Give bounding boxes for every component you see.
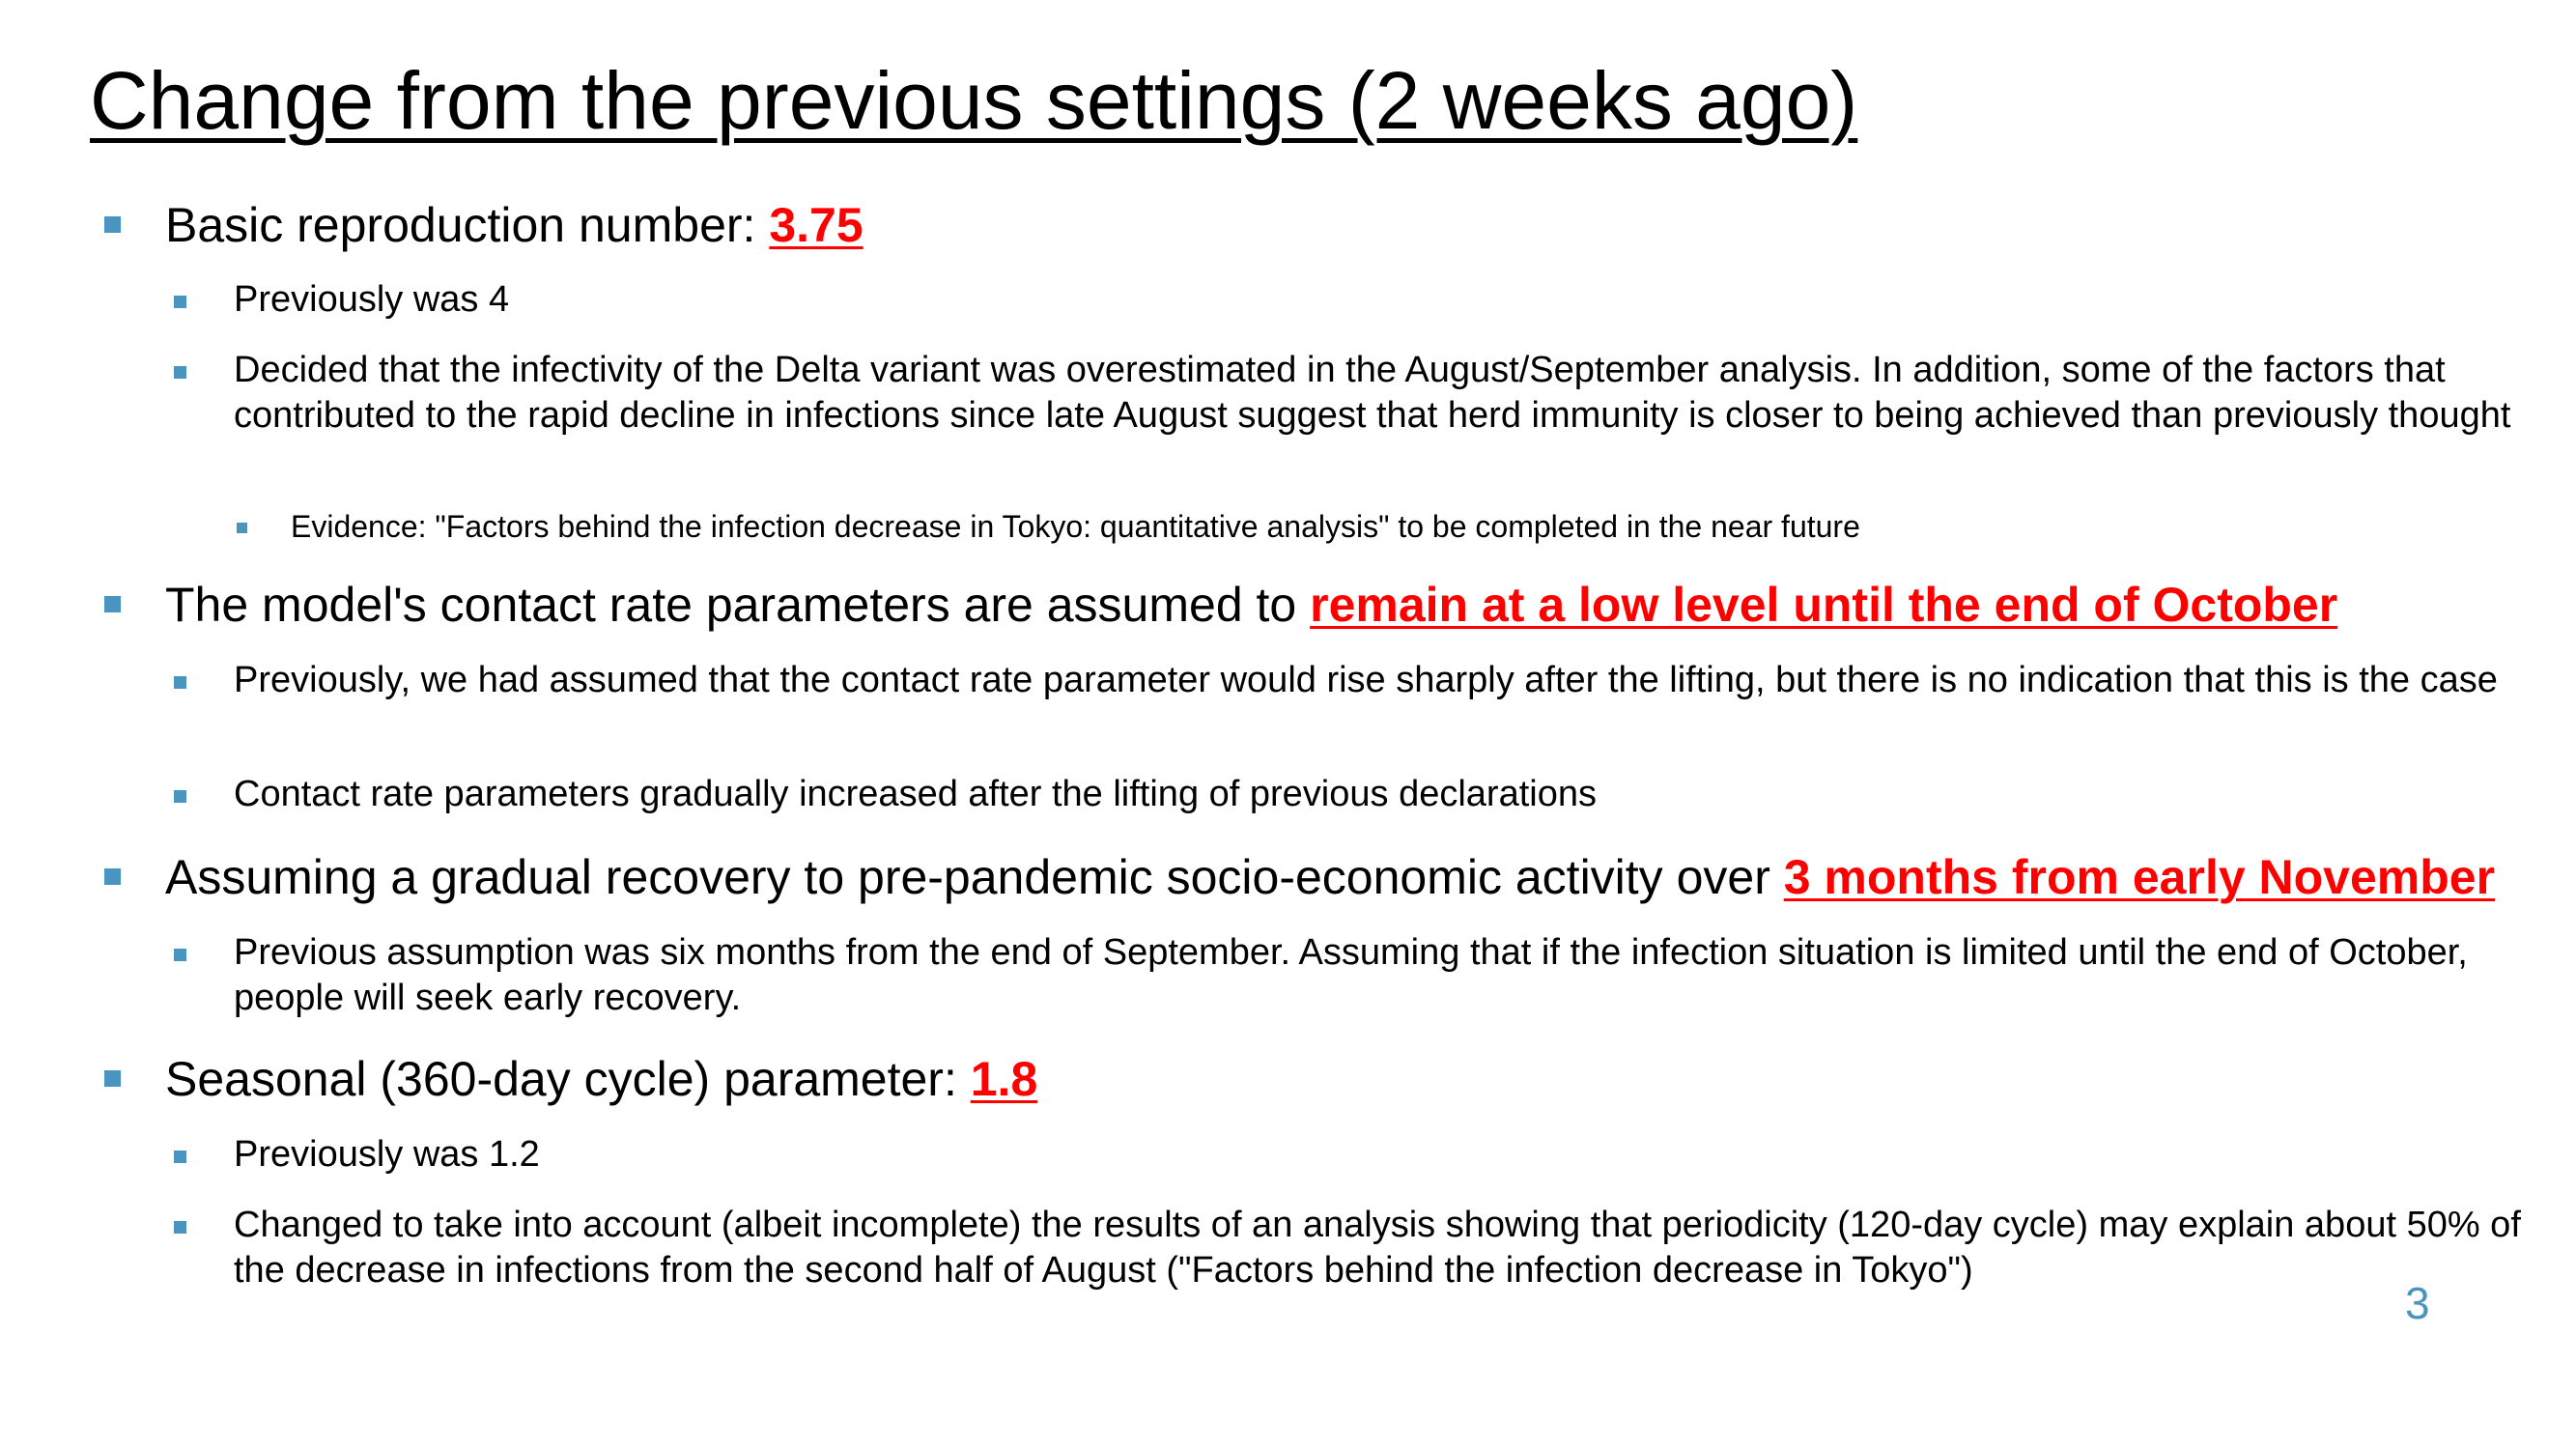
list-item-text: Previous assumption was six months from the end of September. Assuming that if the infection situation is limited until the end of October, people will seek early recovery. [234,932,2468,1018]
square-bullet-icon [174,949,186,961]
highlight-value: remain at a low level until the end of October [1310,578,2338,632]
list-item-text: Decided that the infectivity of the Delta variant was overestimated in the August/September analysis. In addition, some of the factors that contributed to the rapid decline in infections since late August suggest that herd immunity is closer to being achieved than previously thought [234,350,2511,436]
page-number: 3 [2405,1278,2430,1328]
highlight-value: 3.75 [769,198,863,252]
square-bullet-icon [104,596,121,612]
list-item-text: Changed to take into account (albeit incomplete) the results of an analysis showing that periodicity (120-day cycle) may explain about 50% of the decrease in infections from the second half of August ("Factors behind the infection decrease in Tokyo") [234,1205,2521,1291]
square-bullet-icon [174,296,186,308]
list-item-prefix: Basic reproduction number: [165,198,770,252]
square-bullet-icon [104,216,121,233]
square-bullet-icon [174,366,186,379]
square-bullet-icon [174,1221,186,1234]
square-bullet-icon [174,1151,186,1163]
list-item-text [165,848,2495,906]
list-item-text: Previously, we had assumed that the contact rate parameter would rise sharply after the lifting, but there is no indication that this is the case [234,660,2498,700]
list-item-text: Contact rate parameters gradually increased after the lifting of previous declarations [234,774,1597,814]
list-item-prefix: The model's contact rate parameters are assumed to [165,578,1311,632]
square-bullet-icon [104,868,121,885]
list-item-text [165,196,863,254]
square-bullet-icon [174,790,186,803]
square-bullet-icon [104,1070,121,1087]
highlight-value: 3 months from early November [1783,850,2496,904]
list-item-prefix: Seasonal (360-day cycle) parameter: [165,1052,971,1106]
square-bullet-icon [237,523,247,533]
list-item-text: Previously was 4 [234,279,510,320]
list-item-text: Previously was 1.2 [234,1134,540,1175]
list-item-text [165,1050,1037,1108]
list-item-text: Evidence: "Factors behind the infection decrease in Tokyo: quantitative analysis" to be completed in the near future [291,509,1860,544]
highlight-value: 1.8 [970,1052,1038,1106]
page-title: Change from the previous settings (2 weeks ago) [90,55,1858,146]
square-bullet-icon [174,676,186,689]
list-item-text [165,576,2337,634]
list-item-prefix: Assuming a gradual recovery to pre-pandemic socio-economic activity over [165,850,1784,904]
